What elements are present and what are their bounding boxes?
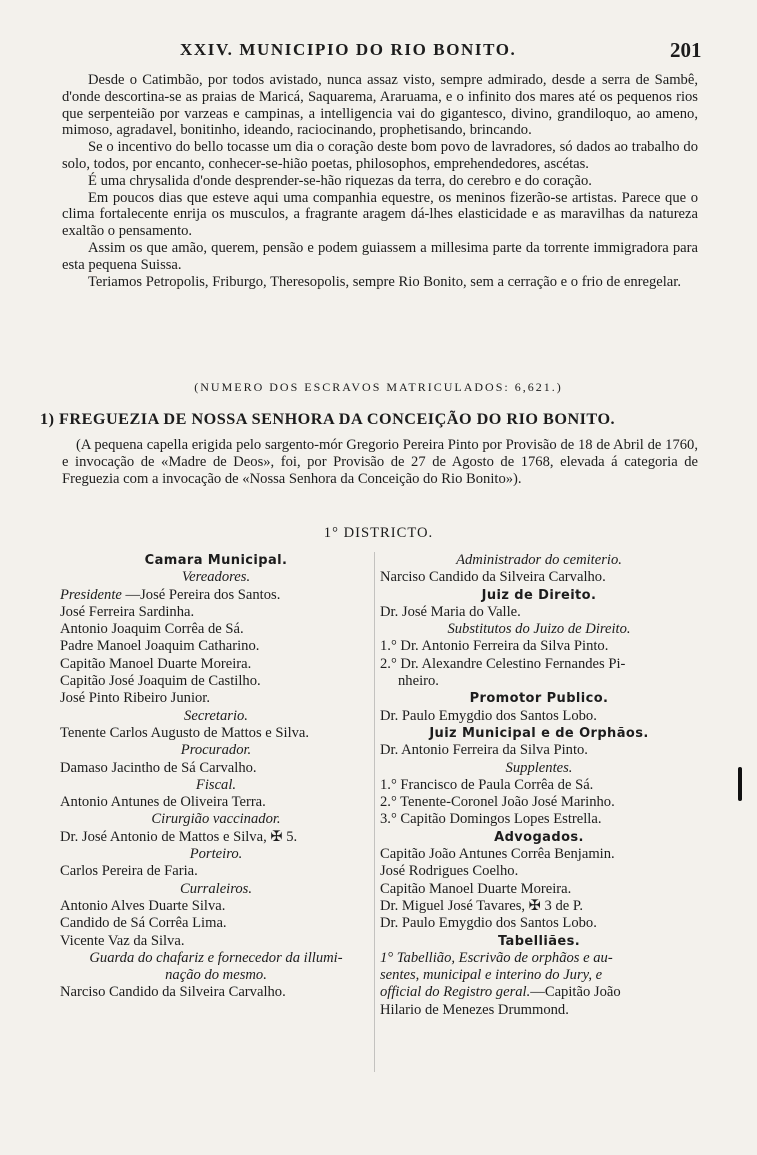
list-item: Vicente Vaz da Silva. (60, 932, 185, 949)
president-name: —José Pereira dos Santos. (121, 586, 281, 603)
slaves-count: (NUMERO DOS ESCRAVOS MATRICULADOS: 6,621.) (194, 380, 563, 394)
running-title: XXIV. MUNICIPIO DO RIO BONITO. (180, 40, 517, 59)
list-item: Tenente Carlos Augusto de Mattos e Silva. (60, 724, 310, 741)
paragraph: Desde o Catimbão, por todos avistado, nunca assaz visto, sempre admirado, desde a serra de Sambê, d'onde descortina-se as praias de Maricá, Saquarema, Araruama, e o infinito dos mares até os pequenos rios que serpenteião por varzeas e campinas, a intelligencia vai do gigantesco, divino, grandiloquo, ao ameno, mimoso, agradavel, bonitinho, ideando, raciocinando, prophetisando, brincando. (62, 72, 698, 139)
paragraph: Teriamos Petropolis, Friburgo, Theresopolis, sempre Rio Bonito, sem a cerração e o frio de enregelar. (88, 273, 681, 290)
ink-mark (738, 767, 742, 801)
list-item: Damaso Jacintho de Sá Carvalho. (60, 759, 257, 776)
list-item: Capitão Manoel Duarte Moreira. (60, 655, 252, 672)
list-item: 3.° Capitão Domingos Lopes Estrella. (380, 811, 602, 828)
list-item: sentes, municipal e interino do Jury, e (380, 967, 603, 984)
paragraph: Em poucos dias que esteve aqui uma companhia equestre, os meninos fizerão-se artistas. Parece que o clima fortalecente enrija os musculos, a fragrante aragem dá-lhes elasticidade e as maravilhas da natureza exaltão o pensamento. (62, 189, 698, 240)
list-item: José Pinto Ribeiro Junior. (60, 690, 210, 707)
subheading: Curraleiros. (179, 880, 253, 897)
president-line (60, 587, 372, 604)
list-item: Padre Manoel Joaquim Catharino. (60, 638, 260, 655)
section-heading: Camara Municipal. (144, 553, 288, 568)
district-heading: 1° DISTRICTO. (323, 525, 434, 541)
list-item: Narciso Candido da Silveira Carvalho. (380, 569, 606, 586)
list-item (380, 984, 698, 1001)
list-item: Antonio Joaquim Corrêa de Sá. (60, 621, 244, 638)
list-item: Dr. José Maria do Valle. (380, 603, 521, 620)
paragraph: É uma chrysalida d'onde desprender-se-hão riquezas da terra, do cerebro e do coração. (88, 172, 592, 189)
subheading: Procurador. (180, 742, 252, 759)
paragraph: Assim os que amão, querem, pensão e podem guiassem a millesima parte da torrente immigradora para esta pequena Suissa. (62, 239, 698, 273)
list-item: Dr. Paulo Emygdio dos Santos Lobo. (380, 707, 597, 724)
list-item: Dr. José Antonio de Mattos e Silva, ✠ 5. (60, 828, 298, 845)
left-column (60, 552, 372, 1002)
list-item: Capitão João Antunes Corrêa Benjamin. (380, 846, 615, 863)
column-divider (374, 552, 375, 1072)
subheading: Fiscal. (195, 776, 237, 793)
section-heading: Juiz de Direito. (481, 587, 597, 603)
subheading: Supplentes. (505, 759, 573, 776)
section-heading: Promotor Publico. (469, 691, 609, 707)
list-item: 1° Tabellião, Escrivão de orphãos e au- (380, 949, 613, 966)
parish-title: 1) FREGUEZIA DE NOSSA SENHORA DA CONCEIÇÃO DO RIO BONITO. (40, 410, 616, 428)
provision-text: (A pequena capella erigida pelo sargento-mór Gregorio Pereira Pinto por Provisão de 18 de Abril de 1760, e invocação de «Madre de Deos», foi, por Provisão de 27 de Agosto de 1768, elevada á categoria de Freguezia com a invocação de «Nossa Senhora da Conceição do Rio Bonito»). (62, 437, 698, 488)
right-column (380, 552, 698, 1019)
list-item: 2.° Tenente-Coronel João José Marinho. (380, 794, 615, 811)
list-item: Capitão Manoel Duarte Moreira. (380, 880, 572, 897)
list-item: Candido de Sá Corrêa Lima. (60, 915, 227, 932)
section-heading: Juiz Municipal e de Orphãos. (429, 725, 649, 741)
registry-text: official do Registro geral. (380, 984, 531, 1001)
list-item: nheiro. (398, 673, 439, 690)
list-item: José Rodrigues Coelho. (380, 863, 519, 880)
registry-name: —Capitão João (530, 984, 621, 1001)
list-item: Dr. Antonio Ferreira da Silva Pinto. (380, 742, 588, 759)
list-item: Dr. Miguel José Tavares, ✠ 3 de P. (380, 897, 584, 914)
intro-text (62, 72, 698, 290)
subheading: Guarda do chafariz e fornecedor da illumi- (89, 949, 343, 966)
subheading: Administrador do cemiterio. (456, 552, 622, 568)
page-header (0, 40, 757, 64)
subheading: Porteiro. (189, 846, 243, 863)
subheading: nação do mesmo. (165, 967, 267, 984)
subheading: Cirurgião vaccinador. (151, 811, 281, 828)
list-item: Dr. Paulo Emygdio dos Santos Lobo. (380, 915, 597, 932)
list-item: Narciso Candido da Silveira Carvalho. (60, 984, 286, 1001)
subheading: Substitutos do Juizo de Direito. (447, 621, 631, 638)
list-item: 1.° Francisco de Paula Corrêa de Sá. (380, 776, 594, 793)
list-item: Antonio Antunes de Oliveira Terra. (60, 794, 266, 811)
section-heading: Advogados. (494, 829, 584, 845)
president-label: Presidente (60, 586, 122, 603)
list-item: Carlos Pereira de Faria. (60, 863, 198, 880)
list-item: 1.° Dr. Antonio Ferreira da Silva Pinto. (380, 638, 609, 655)
paragraph: Se o incentivo do bello tocasse um dia o coração deste bom povo de lavradores, só dados ao trabalho do solo, todos, por encanto, conhecer-se-hião poetas, philosophos, emprehendedores, ascétas. (62, 139, 698, 172)
subheading: Secretario. (184, 707, 248, 724)
subheading: Vereadores. (181, 569, 251, 586)
list-item: Antonio Alves Duarte Silva. (60, 897, 226, 914)
list-item: 2.° Dr. Alexandre Celestino Fernandes Pi- (380, 655, 626, 672)
list-item: Hilario de Menezes Drummond. (380, 1001, 569, 1018)
list-item: Capitão José Joaquim de Castilho. (60, 673, 261, 690)
section-heading: Tabelliães. (497, 933, 581, 949)
page-number: 201 (670, 38, 702, 62)
list-item: José Ferreira Sardinha. (60, 603, 195, 620)
